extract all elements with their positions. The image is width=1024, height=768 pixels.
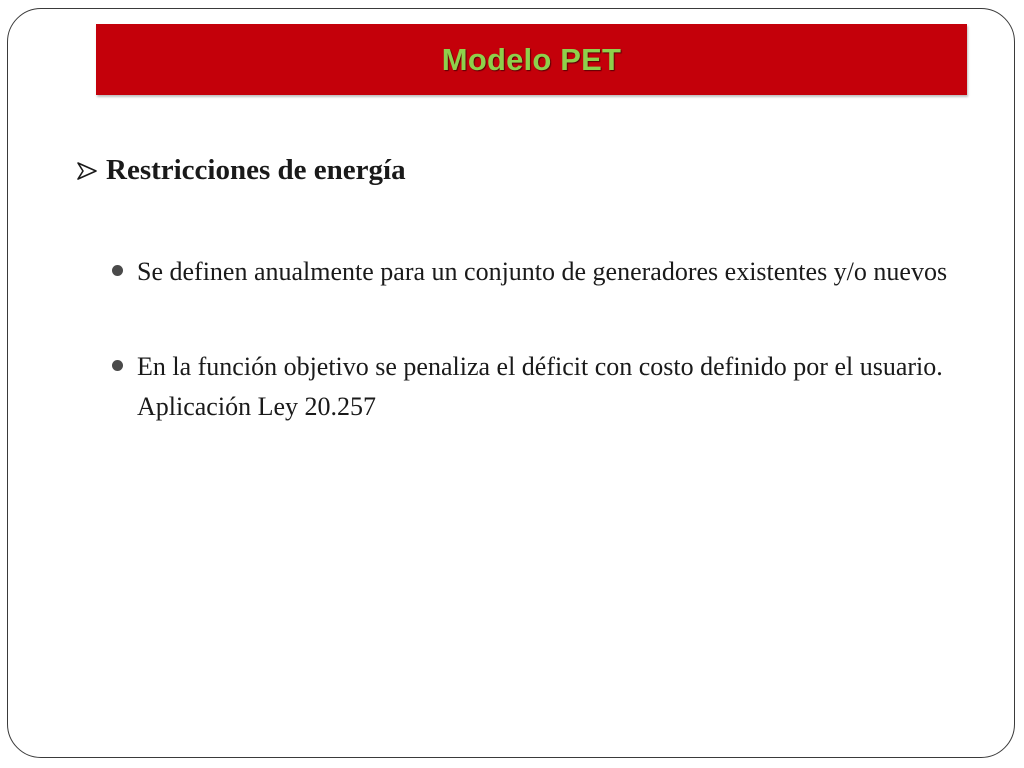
section-heading <box>76 154 406 187</box>
arrow-bullet-icon <box>76 161 98 181</box>
list-item <box>112 252 982 292</box>
bullet-list <box>112 252 982 482</box>
heading-text: Restricciones de energía <box>106 154 406 186</box>
bullet-text: En la función objetivo se penaliza el déficit con costo definido por el usuario. Aplicación Ley 20.257 <box>137 352 943 421</box>
title-bar <box>96 24 967 95</box>
bullet-dot-icon <box>112 360 123 371</box>
bullet-text: Se definen anualmente para un conjunto de generadores existentes y/o nuevos <box>137 257 948 286</box>
bullet-dot-icon <box>112 265 123 276</box>
slide-title: Modelo PET <box>441 41 622 77</box>
list-item <box>112 347 982 427</box>
